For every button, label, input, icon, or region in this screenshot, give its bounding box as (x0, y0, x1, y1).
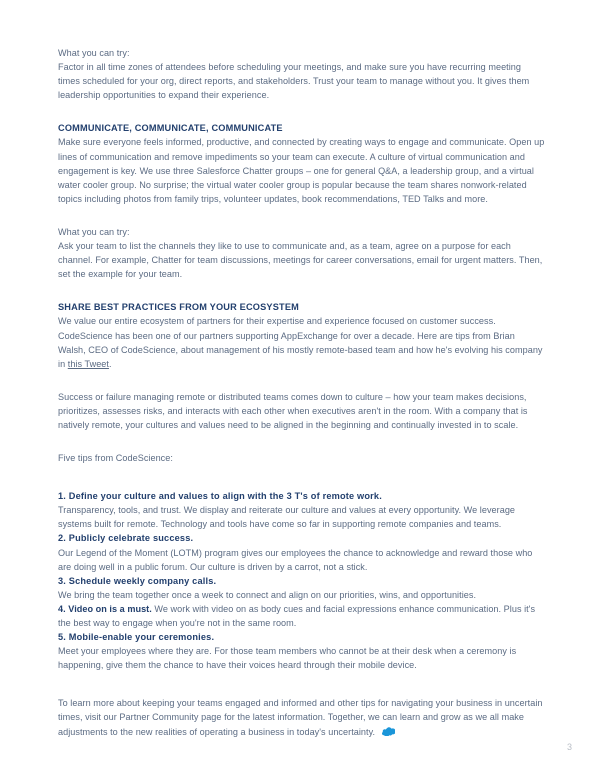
closing-text: To learn more about keeping your teams engaged and informed and other tips for navigating your business in uncertain times, visit our Partner Community page for the latest information. Together, we can learn and grow as we all make adjustments to the new realities of operating a business in today's uncertainty. (58, 698, 543, 737)
tip-body: Transparency, tools, and trust. We display and reiterate our culture and values at every opportunity. We leverage systems built for remote. Technology and tools have come so far in supporting remote companies and teams. (58, 505, 516, 530)
tip-item (58, 630, 545, 672)
spacer (58, 281, 545, 300)
spacer (58, 206, 545, 225)
tip-item (58, 574, 545, 602)
tip-heading: 5. Mobile-enable your ceremonies. (58, 632, 215, 643)
closing-paragraph (58, 696, 545, 739)
tip-body: We work with video on as body cues and facial expressions enhance communication. Plus it's the best way to engage when you're not in the same room. (58, 603, 536, 628)
time-zones-try-body: Factor in all time zones of attendees before scheduling your meetings, and make sure you have recurring meeting times scheduled for your org, direct reports, and stakeholders. Trust your team to manage without you. It gives them leadership opportunities to expand their experience. (58, 62, 530, 101)
tip-body: Meet your employees where they are. For those team members who cannot be at their desk when a ceremony is happening, give them the chance to have their voices heard through their mobile device. (58, 646, 517, 671)
tips-intro: Five tips from CodeScience: (58, 453, 173, 464)
salesforce-cloud-icon (382, 726, 395, 740)
tip-inline-paragraph (58, 602, 545, 630)
tip-item (58, 531, 545, 573)
this-tweet-link[interactable]: this Tweet (67, 358, 109, 369)
tip-item (58, 602, 545, 630)
communicate-try-label: What you can try: (58, 226, 130, 237)
tip-heading: 3. Schedule weekly company calls. (58, 575, 217, 586)
tip-item (58, 489, 545, 531)
best-practices-text-after-link: . (108, 358, 112, 369)
spacer (58, 432, 545, 451)
spacer (58, 102, 545, 121)
time-zones-try-label: What you can try: (58, 48, 130, 58)
tips-list (58, 489, 545, 672)
tip-heading: 1. Define your culture and values to align with the 3 T's of remote work. (58, 491, 382, 502)
spacer (58, 371, 545, 390)
spacer (58, 465, 545, 489)
best-practices-body (58, 314, 545, 370)
spacer (58, 672, 545, 696)
tip-body: We bring the team together once a week to connect and align on our priorities, wins, and opportunities. (58, 589, 477, 600)
tip-heading: 2. Publicly celebrate success. (58, 533, 194, 544)
page-number: 3 (566, 742, 572, 752)
communicate-body: Make sure everyone feels informed, productive, and connected by creating ways to engage and communicate. Open up lines of communication and remove impediments so your team can execute. A culture of virtual communication and engagement is key. We use three Salesforce Chatter groups – one for general Q&A, a leadership group, and a virtual water cooler group. No surprise; the virtual water cooler group is popular because the team shares nonwork-related topics including photos from family trips, volunteer updates, book recommendations, TED Talks and more. (58, 137, 545, 204)
communicate-try-body: Ask your team to list the channels they like to use to communicate and, as a team, agree on a purpose for each channel. For example, Chatter for team discussions, meetings for career conversations, email for urgent matters. Then, set the example for your team. (58, 241, 543, 280)
heading-communicate: COMMUNICATE, COMMUNICATE, COMMUNICATE (58, 123, 283, 134)
culture-paragraph: Success or failure managing remote or distributed teams comes down to culture – how your team makes decisions, prioritizes, assesses risks, and interacts with each other when executives aren't in the room. With a company that is natively remote, your cultures and values need to be aligned in the beginning and continually invested in to scale. (58, 391, 528, 430)
tip-body: Our Legend of the Moment (LOTM) program gives our employees the chance to acknowledge and reward those who are doing well in a public forum. Our culture is driven by a carrot, not a stick. (58, 547, 533, 572)
heading-best-practices: SHARE BEST PRACTICES FROM YOUR ECOSYSTEM (58, 302, 299, 313)
page-content (58, 46, 545, 740)
tip-heading: 4. Video on is a must. (58, 603, 152, 614)
best-practices-text-before-link: We value our entire ecosystem of partners for their expertise and experience focused on customer success. CodeScience has been one of our partners supporting AppExchange for over a decade. Here are tips from Brian Walsh, CEO of CodeScience, about management of his mostly remote-based team and how he's evolving his company in (58, 316, 543, 369)
